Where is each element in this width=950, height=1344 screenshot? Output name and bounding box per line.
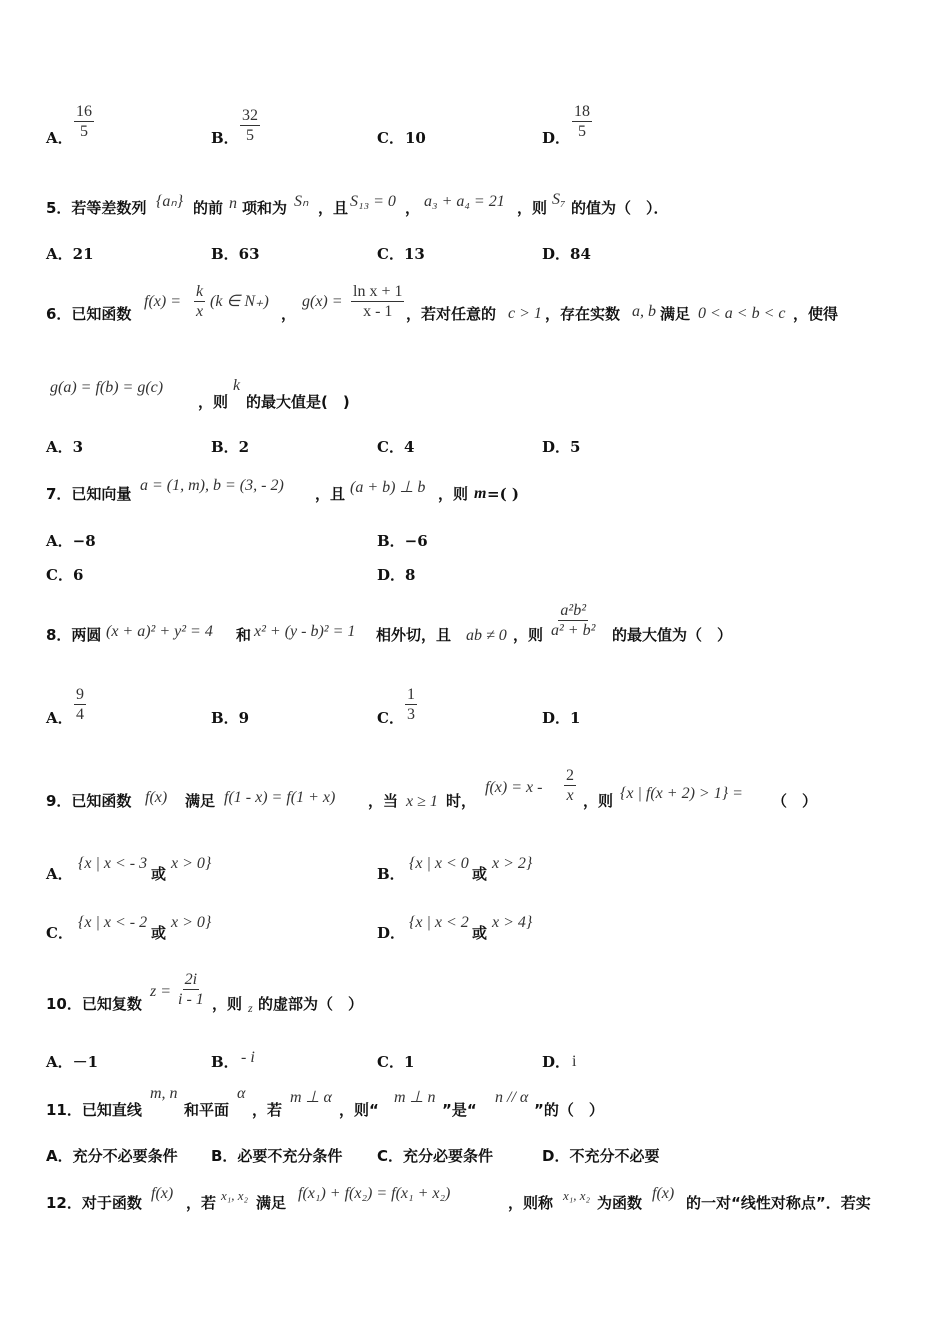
q9-math-x-ge-1: x ≥ 1 — [406, 793, 438, 810]
q9-option-b-or: 或 — [472, 865, 488, 883]
q10-frac-den: i - 1 — [178, 991, 204, 1008]
q5-text-7: 的值为（ ）． — [571, 199, 669, 217]
q6-option-b: B．2 — [211, 438, 250, 456]
q11-text-1: 11．已知直线 — [46, 1101, 142, 1119]
q9-math-symmetry: f(1 - x) = f(1 + x) — [224, 789, 336, 806]
q9-option-a-math-2: x > 0} — [171, 855, 212, 872]
q10-text-3: 的虚部为（ ） — [258, 995, 364, 1013]
q9-frac-den: x — [566, 787, 574, 804]
q8-math-circle-1: (x + a)² + y² = 4 — [106, 623, 213, 640]
q8-text-2: 和 — [236, 626, 252, 644]
q4-option-b-label: B． — [211, 129, 239, 147]
q11-text-6: ”的（ ） — [534, 1101, 604, 1119]
q5-option-c: C．13 — [377, 245, 425, 263]
q6-math-domain: (k ∈ N₊) — [210, 293, 269, 310]
q10-option-a: A．－1 — [46, 1053, 99, 1071]
q9-option-d-label: D． — [377, 924, 406, 942]
q5-math-sn: Sₙ — [294, 193, 309, 210]
q6-fraction-g — [351, 282, 404, 321]
q9-frac-num: 2 — [566, 767, 574, 784]
q5-option-a: A．21 — [46, 245, 94, 263]
q12-math-f-2: f(x) — [652, 1185, 675, 1202]
q5-text-1: 5．若等差数列 — [46, 199, 147, 217]
q9-text-2: 满足 — [185, 792, 216, 810]
q12-math-x1x2: x₁, x₂ — [221, 1188, 249, 1203]
q9-option-b-math-1: {x | x < 0 — [409, 855, 469, 872]
q10-option-b-math: - i — [241, 1049, 255, 1066]
q6-option-d: D．5 — [542, 438, 581, 456]
q4-option-d-fraction — [572, 102, 592, 141]
q6-fraction-k-over-x — [194, 282, 205, 321]
q12-text-6: 的一对“线性对称点”．若实 — [686, 1194, 871, 1212]
q9-fraction — [564, 766, 576, 805]
q8-text-1: 8．两圆 — [46, 626, 102, 644]
q6-math-c: c > 1 — [508, 305, 542, 322]
q12-math-x1x2-2: x₁, x₂ — [563, 1188, 591, 1203]
q9-option-d-math-2: x > 4} — [492, 914, 533, 931]
q10-option-d-math: i — [572, 1053, 577, 1070]
q9-math-f: f(x) — [145, 789, 168, 806]
q6-text-1: 6．已知函数 — [46, 305, 132, 323]
q12-math-equation: f(x₁) + f(x₂) = f(x₁ + x₂) — [298, 1185, 451, 1202]
q5-option-d: D．84 — [542, 245, 591, 263]
q7-math-vectors: a = (1, m), b = (3, - 2) — [140, 477, 284, 494]
q8-option-a-fraction — [74, 685, 86, 724]
q8-text-4: ，则 — [513, 626, 544, 644]
q10-option-c: C．1 — [377, 1053, 415, 1071]
q7-text-3: ，则 — [438, 485, 469, 503]
q7-option-d: D．8 — [377, 566, 416, 584]
q10-option-b-label: B． — [211, 1053, 239, 1071]
q6-text-5: 满足 — [660, 305, 691, 323]
q6-text-6: ，使得 — [793, 305, 839, 323]
q11-option-c: C．充分必要条件 — [377, 1147, 494, 1165]
q4-option-b-fraction — [240, 106, 260, 145]
q5-text-3: 项和为 — [242, 199, 288, 217]
q6-f1-den: x — [196, 303, 204, 320]
q4-d-num: 18 — [574, 103, 590, 120]
q5-text-4: ，且 — [318, 199, 349, 217]
q7-text-2: ，且 — [315, 485, 346, 503]
q6-math-g: g(x) = — [302, 293, 343, 310]
q8-fraction — [549, 601, 597, 640]
q9-option-d-or: 或 — [472, 924, 488, 942]
q9-option-c-or: 或 — [151, 924, 167, 942]
q6-math-k: k — [233, 377, 241, 394]
q4-option-d-label: D． — [542, 129, 571, 147]
q11-text-5: ”是“ — [442, 1101, 477, 1119]
q8-option-a-label: A． — [46, 709, 73, 727]
q6-text-7: ，则 — [198, 393, 229, 411]
q10-frac-num: 2i — [184, 971, 198, 988]
q5-text-5: ， — [405, 199, 421, 217]
q12-math-f: f(x) — [151, 1185, 174, 1202]
q12-text-2: ，若 — [186, 1194, 217, 1212]
q4-option-a-fraction — [74, 102, 94, 141]
q8-math-ab: ab ≠ 0 — [466, 627, 507, 644]
q9-option-c-math-1: {x | x < - 2 — [78, 914, 148, 931]
q6-text-4: ，存在实数 — [545, 305, 621, 323]
q12-text-1: 12．对于函数 — [46, 1194, 142, 1212]
q9-option-b-math-2: x > 2} — [492, 855, 533, 872]
q5-option-b: B．63 — [211, 245, 260, 263]
q9-option-a-or: 或 — [151, 865, 167, 883]
q6-math-ineq: 0 < a < b < c — [698, 305, 786, 322]
q6-text-3: ，若对任意的 — [406, 305, 497, 323]
q9-math-fx: f(x) = x - — [485, 779, 543, 796]
q11-text-2: 和平面 — [184, 1101, 230, 1119]
q8-text-5: 的最大值为（ ） — [612, 626, 733, 644]
q5-math-n: n — [229, 195, 237, 212]
q8-a-num: 9 — [76, 686, 84, 703]
q11-math-m-perp-n: m ⊥ n — [394, 1089, 436, 1106]
q4-option-a-label: A． — [46, 129, 73, 147]
q9-text-4: 时， — [446, 792, 477, 810]
q9-option-a-label: A． — [46, 865, 73, 883]
q6-f1-num: k — [196, 283, 204, 300]
q4-a-num: 16 — [76, 103, 92, 120]
q11-text-4: ，则“ — [339, 1101, 379, 1119]
q4-a-den: 5 — [80, 123, 88, 140]
q8-option-d: D．1 — [542, 709, 581, 727]
q7-option-c: C．6 — [46, 566, 84, 584]
q8-option-c-label: C． — [377, 709, 404, 727]
q8-frac-den: a² + b² — [551, 622, 596, 639]
q6-option-c: C．4 — [377, 438, 415, 456]
q11-math-mn: m, n — [150, 1085, 178, 1102]
q6-math-ab: a, b — [632, 303, 656, 320]
q6-f2-den: x - 1 — [363, 303, 393, 320]
q5-text-2: 的前 — [193, 199, 224, 217]
q10-text-1: 10．已知复数 — [46, 995, 142, 1013]
q9-option-c-label: C． — [46, 924, 73, 942]
q9-math-set: {x | f(x + 2) > 1} = — [620, 785, 743, 802]
q8-option-b: B．9 — [211, 709, 250, 727]
q11-text-3: ，若 — [252, 1101, 283, 1119]
q5-math-s13: S₁₃ = 0 — [350, 193, 396, 210]
q6-f2-num: ln x + 1 — [353, 283, 403, 300]
q7-math-perp: (a + b) ⊥ b — [350, 479, 426, 496]
q8-frac-num: a²b² — [560, 602, 586, 619]
q4-option-c-value: 10 — [405, 129, 426, 147]
q10-fraction — [176, 970, 206, 1009]
q8-math-circle-2: x² + (y - b)² = 1 — [254, 623, 356, 640]
q6-text-2: ， — [281, 305, 297, 323]
q9-option-d-math-1: {x | x < 2 — [409, 914, 469, 931]
q5-text-6: ，则 — [517, 199, 548, 217]
q10-math-z-2: z — [248, 1001, 253, 1015]
q4-d-den: 5 — [578, 123, 586, 140]
q12-text-4: ，则称 — [508, 1194, 554, 1212]
q11-math-m-perp-alpha: m ⊥ α — [290, 1089, 332, 1106]
q7-text-4: =( ) — [487, 485, 519, 503]
q9-text-6: （ ） — [772, 792, 818, 810]
q8-c-den: 3 — [407, 706, 415, 723]
q11-math-alpha: α — [237, 1085, 246, 1102]
q4-option-c-label: C． — [377, 129, 404, 147]
q12-text-3: 满足 — [256, 1194, 287, 1212]
q4-b-den: 5 — [246, 127, 254, 144]
q11-option-b: B．必要不充分条件 — [211, 1147, 343, 1165]
q7-text-1: 7．已知向量 — [46, 485, 132, 503]
q8-text-3: 相外切，且 — [376, 626, 452, 644]
q9-text-5: ，则 — [583, 792, 614, 810]
q6-option-a: A．3 — [46, 438, 84, 456]
q11-option-d: D．不充分不必要 — [542, 1147, 660, 1165]
q5-math-s7: S₇ — [552, 191, 566, 208]
q5-math-sequence: {aₙ} — [156, 193, 184, 210]
q8-a-den: 4 — [76, 706, 84, 723]
q8-option-c-fraction — [405, 685, 417, 724]
q9-option-b-label: B． — [377, 865, 405, 883]
q7-option-a: A．−8 — [46, 532, 96, 550]
q9-text-3: ，当 — [368, 792, 399, 810]
q4-b-num: 32 — [242, 107, 258, 124]
q9-option-a-math-1: {x | x < - 3 — [78, 855, 148, 872]
q11-option-a: A．充分不必要条件 — [46, 1147, 178, 1165]
q10-math-z: z = — [150, 983, 172, 1000]
q9-option-c-math-2: x > 0} — [171, 914, 212, 931]
q6-math-equality: g(a) = f(b) = g(c) — [50, 379, 164, 396]
q6-math-f: f(x) = — [144, 293, 181, 310]
q8-c-num: 1 — [407, 686, 415, 703]
q10-text-2: ，则 — [212, 995, 243, 1013]
q10-option-d-label: D． — [542, 1053, 571, 1071]
q5-math-a3a4: a₃ + a₄ = 21 — [424, 193, 505, 210]
q7-var-m: m — [474, 485, 487, 502]
q9-text-1: 9．已知函数 — [46, 792, 132, 810]
q7-option-b: B．−6 — [377, 532, 428, 550]
q12-text-5: 为函数 — [597, 1194, 643, 1212]
q11-math-n-parallel-alpha: n // α — [495, 1089, 529, 1106]
q6-text-8: 的最大值是( ) — [246, 393, 350, 411]
